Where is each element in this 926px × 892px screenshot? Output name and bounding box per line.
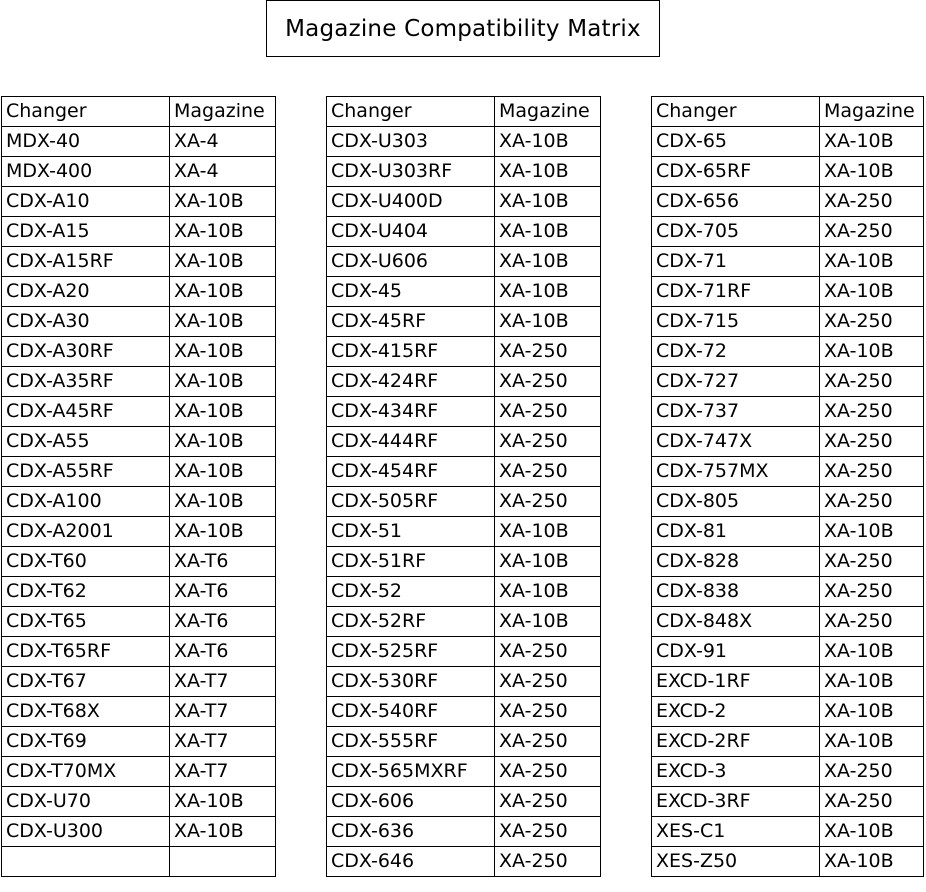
changer-cell: XES-Z50 — [652, 847, 820, 877]
magazine-cell: XA-10B — [495, 127, 601, 157]
magazine-cell: XA-T6 — [170, 637, 276, 667]
magazine-cell: XA-250 — [820, 187, 924, 217]
magazine-cell: XA-250 — [495, 427, 601, 457]
table-row — [652, 787, 924, 817]
table-row — [327, 607, 601, 637]
changer-cell: CDX-T69 — [2, 727, 170, 757]
table-row — [327, 817, 601, 847]
table-row — [327, 277, 601, 307]
table-row — [652, 757, 924, 787]
table-row — [652, 157, 924, 187]
changer-cell: CDX-A15RF — [2, 247, 170, 277]
magazine-cell: XA-250 — [495, 487, 601, 517]
table-row — [2, 457, 276, 487]
changer-cell: CDX-65 — [652, 127, 820, 157]
header-row — [652, 97, 924, 127]
magazine-cell: XA-10B — [495, 607, 601, 637]
changer-cell: CDX-747X — [652, 427, 820, 457]
magazine-cell: XA-T6 — [170, 577, 276, 607]
changer-cell: CDX-A55RF — [2, 457, 170, 487]
changer-cell: CDX-A45RF — [2, 397, 170, 427]
changer-cell: CDX-705 — [652, 217, 820, 247]
changer-cell — [2, 847, 170, 877]
table-row — [2, 487, 276, 517]
magazine-cell: XA-250 — [820, 757, 924, 787]
magazine-cell: XA-10B — [495, 577, 601, 607]
magazine-cell: XA-10B — [170, 397, 276, 427]
changer-cell: CDX-727 — [652, 367, 820, 397]
header-row — [327, 97, 601, 127]
magazine-cell: XA-10B — [170, 247, 276, 277]
changer-cell: CDX-A10 — [2, 187, 170, 217]
table-row — [2, 727, 276, 757]
table-row — [2, 427, 276, 457]
table-row — [327, 337, 601, 367]
table-row — [652, 697, 924, 727]
changer-cell: CDX-U303RF — [327, 157, 495, 187]
magazine-cell: XA-10B — [495, 157, 601, 187]
changer-cell: CDX-656 — [652, 187, 820, 217]
table-row — [327, 757, 601, 787]
changer-cell: CDX-81 — [652, 517, 820, 547]
table-row — [327, 667, 601, 697]
table-row — [652, 667, 924, 697]
magazine-cell: XA-250 — [495, 397, 601, 427]
table-row — [327, 247, 601, 277]
magazine-cell: XA-T7 — [170, 697, 276, 727]
magazine-cell: XA-250 — [495, 787, 601, 817]
magazine-cell: XA-10B — [495, 307, 601, 337]
changer-cell: CDX-U404 — [327, 217, 495, 247]
magazine-cell: XA-10B — [170, 427, 276, 457]
table-row — [652, 727, 924, 757]
table-row — [652, 487, 924, 517]
changer-cell: CDX-51RF — [327, 547, 495, 577]
column-header-changer: Changer — [652, 97, 820, 127]
header-row — [2, 97, 276, 127]
magazine-cell: XA-250 — [820, 547, 924, 577]
magazine-cell: XA-250 — [820, 427, 924, 457]
magazine-cell: XA-10B — [170, 277, 276, 307]
magazine-cell: XA-10B — [495, 277, 601, 307]
compatibility-table-3 — [651, 96, 924, 877]
magazine-cell: XA-10B — [170, 517, 276, 547]
changer-cell: CDX-A35RF — [2, 367, 170, 397]
table-row — [652, 307, 924, 337]
changer-cell: CDX-848X — [652, 607, 820, 637]
table-row — [2, 187, 276, 217]
table-row — [652, 517, 924, 547]
changer-cell: CDX-U300 — [2, 817, 170, 847]
magazine-cell: XA-250 — [495, 367, 601, 397]
table-row — [327, 157, 601, 187]
table-row — [2, 607, 276, 637]
magazine-cell: XA-10B — [170, 307, 276, 337]
changer-cell: CDX-U303 — [327, 127, 495, 157]
changer-cell: CDX-A100 — [2, 487, 170, 517]
table-row — [327, 547, 601, 577]
table-row — [652, 217, 924, 247]
magazine-cell: XA-T6 — [170, 607, 276, 637]
table-row — [2, 277, 276, 307]
magazine-cell: XA-10B — [820, 277, 924, 307]
table-row — [327, 397, 601, 427]
magazine-cell: XA-250 — [495, 457, 601, 487]
column-header-changer: Changer — [2, 97, 170, 127]
table-row — [2, 517, 276, 547]
magazine-cell: XA-10B — [170, 367, 276, 397]
magazine-cell: XA-10B — [820, 517, 924, 547]
changer-cell: CDX-52 — [327, 577, 495, 607]
magazine-cell: XA-250 — [820, 457, 924, 487]
changer-cell: CDX-91 — [652, 637, 820, 667]
changer-cell: CDX-65RF — [652, 157, 820, 187]
changer-cell: CDX-A2001 — [2, 517, 170, 547]
magazine-cell: XA-10B — [820, 637, 924, 667]
changer-cell: CDX-715 — [652, 307, 820, 337]
table-row — [327, 367, 601, 397]
changer-cell: CDX-A30RF — [2, 337, 170, 367]
changer-cell: MDX-400 — [2, 157, 170, 187]
table-row — [327, 217, 601, 247]
changer-cell: CDX-525RF — [327, 637, 495, 667]
magazine-cell: XA-250 — [495, 337, 601, 367]
table-row — [652, 637, 924, 667]
page-title: Magazine Compatibility Matrix — [266, 0, 660, 57]
changer-cell: CDX-U606 — [327, 247, 495, 277]
table-row — [652, 457, 924, 487]
table-row — [652, 367, 924, 397]
table-row — [652, 247, 924, 277]
changer-cell: CDX-45RF — [327, 307, 495, 337]
table-row — [652, 277, 924, 307]
changer-cell: EXCD-3RF — [652, 787, 820, 817]
table-row — [2, 667, 276, 697]
table-row — [327, 577, 601, 607]
table-row — [2, 247, 276, 277]
table-row — [2, 787, 276, 817]
table-row — [652, 337, 924, 367]
table-row — [327, 697, 601, 727]
changer-cell: CDX-555RF — [327, 727, 495, 757]
changer-cell: CDX-T67 — [2, 667, 170, 697]
magazine-cell: XA-10B — [170, 787, 276, 817]
changer-cell: CDX-424RF — [327, 367, 495, 397]
magazine-cell: XA-10B — [820, 697, 924, 727]
table-row — [327, 187, 601, 217]
magazine-cell: XA-10B — [170, 217, 276, 247]
magazine-cell: XA-10B — [170, 457, 276, 487]
magazine-cell: XA-250 — [820, 487, 924, 517]
magazine-cell: XA-10B — [820, 337, 924, 367]
table-row — [2, 367, 276, 397]
table-row — [652, 127, 924, 157]
table-row — [327, 127, 601, 157]
changer-cell: CDX-415RF — [327, 337, 495, 367]
changer-cell: EXCD-2RF — [652, 727, 820, 757]
table-row — [327, 517, 601, 547]
changer-cell: CDX-606 — [327, 787, 495, 817]
changer-cell: CDX-U70 — [2, 787, 170, 817]
magazine-cell: XA-10B — [820, 727, 924, 757]
magazine-cell: XA-T7 — [170, 757, 276, 787]
magazine-cell: XA-4 — [170, 127, 276, 157]
changer-cell: CDX-A20 — [2, 277, 170, 307]
magazine-cell: XA-250 — [495, 697, 601, 727]
magazine-cell: XA-10B — [820, 157, 924, 187]
magazine-cell: XA-250 — [495, 727, 601, 757]
table-row — [327, 727, 601, 757]
magazine-cell: XA-10B — [495, 547, 601, 577]
column-header-magazine: Magazine — [495, 97, 601, 127]
table-row — [2, 157, 276, 187]
changer-cell: CDX-828 — [652, 547, 820, 577]
changer-cell: XES-C1 — [652, 817, 820, 847]
changer-cell: CDX-45 — [327, 277, 495, 307]
magazine-cell: XA-10B — [495, 187, 601, 217]
table-row — [652, 547, 924, 577]
magazine-cell: XA-250 — [820, 787, 924, 817]
magazine-cell: XA-T6 — [170, 547, 276, 577]
table-row — [652, 427, 924, 457]
table-row — [2, 637, 276, 667]
changer-cell: CDX-444RF — [327, 427, 495, 457]
table-row — [327, 637, 601, 667]
changer-cell: CDX-530RF — [327, 667, 495, 697]
magazine-cell: XA-250 — [820, 607, 924, 637]
changer-cell: CDX-T65 — [2, 607, 170, 637]
magazine-cell: XA-10B — [170, 337, 276, 367]
changer-cell: EXCD-3 — [652, 757, 820, 787]
compatibility-table-2 — [326, 96, 601, 877]
table-row — [327, 457, 601, 487]
table-row — [2, 397, 276, 427]
magazine-cell: XA-T7 — [170, 667, 276, 697]
changer-cell: CDX-454RF — [327, 457, 495, 487]
table-row — [2, 307, 276, 337]
table-row — [652, 397, 924, 427]
table-row — [652, 817, 924, 847]
column-header-changer: Changer — [327, 97, 495, 127]
magazine-cell: XA-10B — [495, 247, 601, 277]
magazine-cell: XA-250 — [495, 637, 601, 667]
changer-cell: CDX-T65RF — [2, 637, 170, 667]
magazine-cell: XA-10B — [820, 817, 924, 847]
changer-cell: CDX-T62 — [2, 577, 170, 607]
changer-cell: CDX-T70MX — [2, 757, 170, 787]
magazine-cell: XA-10B — [170, 817, 276, 847]
magazine-cell: XA-10B — [820, 127, 924, 157]
table-row — [652, 847, 924, 877]
magazine-cell: XA-10B — [170, 187, 276, 217]
changer-cell: CDX-51 — [327, 517, 495, 547]
table-row — [2, 697, 276, 727]
table-row — [652, 607, 924, 637]
changer-cell: CDX-434RF — [327, 397, 495, 427]
table-row — [2, 547, 276, 577]
magazine-cell: XA-250 — [820, 367, 924, 397]
changer-cell: CDX-T60 — [2, 547, 170, 577]
magazine-cell: XA-10B — [495, 217, 601, 247]
column-header-magazine: Magazine — [820, 97, 924, 127]
table-row — [327, 427, 601, 457]
magazine-cell: XA-T7 — [170, 727, 276, 757]
magazine-cell: XA-250 — [495, 817, 601, 847]
changer-cell: CDX-U400D — [327, 187, 495, 217]
table-row — [2, 757, 276, 787]
magazine-cell: XA-250 — [495, 757, 601, 787]
changer-cell: EXCD-2 — [652, 697, 820, 727]
table-row — [2, 337, 276, 367]
changer-cell: CDX-636 — [327, 817, 495, 847]
magazine-cell: XA-10B — [170, 487, 276, 517]
changer-cell: CDX-646 — [327, 847, 495, 877]
changer-cell: CDX-A30 — [2, 307, 170, 337]
changer-cell: CDX-757MX — [652, 457, 820, 487]
magazine-cell: XA-250 — [820, 577, 924, 607]
table-row — [327, 847, 601, 877]
changer-cell: CDX-A15 — [2, 217, 170, 247]
magazine-cell: XA-250 — [820, 217, 924, 247]
changer-cell: CDX-71 — [652, 247, 820, 277]
table-row — [2, 217, 276, 247]
table-row — [327, 307, 601, 337]
changer-cell: CDX-71RF — [652, 277, 820, 307]
changer-cell: CDX-565MXRF — [327, 757, 495, 787]
changer-cell: MDX-40 — [2, 127, 170, 157]
column-header-magazine: Magazine — [170, 97, 276, 127]
compatibility-table-1 — [1, 96, 276, 877]
changer-cell: CDX-805 — [652, 487, 820, 517]
changer-cell: CDX-72 — [652, 337, 820, 367]
changer-cell: CDX-737 — [652, 397, 820, 427]
magazine-cell: XA-10B — [820, 667, 924, 697]
changer-cell: CDX-838 — [652, 577, 820, 607]
table-row — [2, 577, 276, 607]
table-row — [2, 127, 276, 157]
changer-cell: CDX-A55 — [2, 427, 170, 457]
changer-cell: CDX-540RF — [327, 697, 495, 727]
changer-cell: CDX-52RF — [327, 607, 495, 637]
magazine-cell: XA-250 — [820, 397, 924, 427]
table-row — [2, 847, 276, 877]
changer-cell: CDX-T68X — [2, 697, 170, 727]
magazine-cell: XA-4 — [170, 157, 276, 187]
magazine-cell: XA-250 — [820, 307, 924, 337]
table-row — [652, 187, 924, 217]
table-row — [327, 787, 601, 817]
table-row — [652, 577, 924, 607]
table-row — [2, 817, 276, 847]
magazine-cell: XA-250 — [495, 667, 601, 697]
changer-cell: EXCD-1RF — [652, 667, 820, 697]
magazine-cell: XA-10B — [820, 247, 924, 277]
magazine-cell — [170, 847, 276, 877]
magazine-cell: XA-10B — [495, 517, 601, 547]
table-row — [327, 487, 601, 517]
magazine-cell: XA-10B — [820, 847, 924, 877]
changer-cell: CDX-505RF — [327, 487, 495, 517]
magazine-cell: XA-250 — [495, 847, 601, 877]
